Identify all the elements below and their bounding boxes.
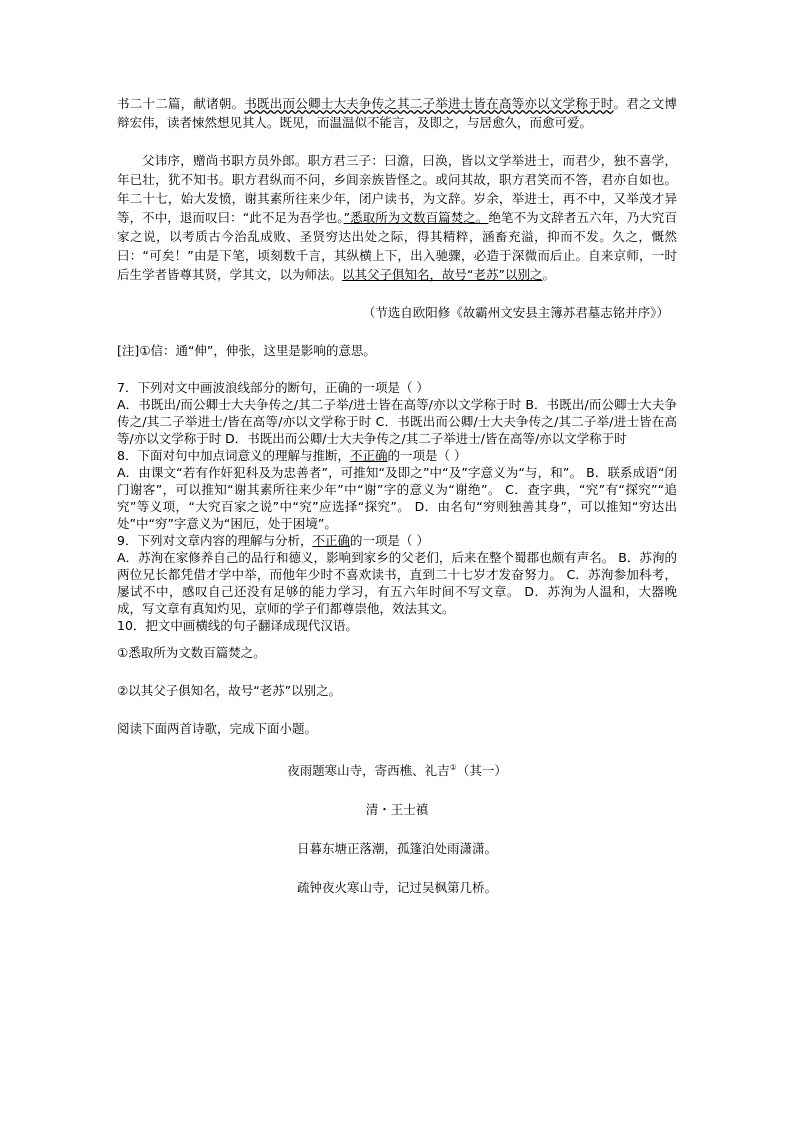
poem-intro: 阅读下面两首诗歌，完成下面小题。: [117, 721, 318, 736]
passage-text: 绝笔不为文辞者五六年，乃大: [488, 210, 652, 225]
question-8: [117, 447, 677, 464]
passage-text: 。: [542, 267, 555, 282]
poem-author: 清・王士禛: [365, 802, 429, 818]
question-7-options: A．书既出/而公卿士大夫争传之/其二子举/进士皆在高等/亦以文学称于时 B．书既出/而公卿士大夫争传之/其二子举进士/皆在高等/亦以文学称于时 C．书既出而公卿/士大夫争传之/其二子举/进士皆在高等/亦以文学称于时 D．书既出而公卿/士大夫争传之/其二子举进士/皆在高等/亦以文学称于时: [117, 397, 677, 446]
passage-paragraph-1: [117, 94, 677, 132]
passage-text: 其素所往来少年，闭户读书，为文辞。岁余，举进士，再不中，又举茂才异等，不中，退而叹曰：“此不足为吾学也。: [117, 191, 677, 225]
poem-line-2: 疏钟夜火寒山寺，记过吴枫第几桥。: [296, 880, 497, 896]
question-text: 8．下面对句中加点词意义的理解与推断，: [117, 448, 350, 463]
question-9: [117, 532, 677, 549]
footnote-marker: ①: [449, 763, 457, 772]
passage-paragraph-2: [117, 151, 677, 284]
poem-title: [117, 758, 677, 780]
poem-line-1: 日暮东塘正落潮，孤篷泊处雨潇潇。: [296, 841, 497, 857]
poem-title-text: 夜雨题寒山寺，寄西樵、礼吉: [287, 763, 450, 779]
poem-title-tail: （其一）: [456, 763, 507, 779]
question-7: 7．下列对文中画波浪线部分的断句，正确的一项是（ ）: [117, 380, 429, 395]
question-10-item-2: ②以其父子俱知名，故号“老苏”以别之。: [117, 683, 342, 698]
passage-text: 。君之文博辩宏伟，读者悚然想见其人。既见，而温温似不能言，: [117, 96, 677, 130]
wavy-underlined-sentence: 书既出而公卿士大夫争传之其二子举进士皆在高等亦以文学称于时: [244, 96, 614, 111]
dotted-word-xie: 谢: [244, 191, 258, 206]
question-8-options: A．由课文“若有作奸犯科及为忠善者”，可推知“及即之”中“及”字意义为“与，和”。 B．联系成语“闭门谢客”，可以推知“谢其素所往来少年”中“谢”字的意义为“谢绝”。 C．查字典，“究”有“探究”“追究”等义项，“大究百家之说”中“究”应选择“探究”。 D．由名句“穷则独善其身”，可以推知“穷达出处”中“穷”字意义为“困厄，处于困境”。: [117, 465, 677, 531]
document-page: [117, 94, 677, 897]
underlined-sentence-1: ”悉取所为文数百篇焚之。: [343, 210, 489, 225]
annotation-note: [注]①信：通“伸”，伸张，这里是影响的意思。: [117, 343, 376, 358]
passage-text: 父讳序，赠尚书职方员外郎。职方君三子：曰澹，曰涣，皆以文学举进士，而君少，独不喜学，年已壮，犹不知书。职方君纵而不问，乡闾亲族皆怪之。或问其故，职方君笑而不答，君亦自如也。年二十七，始大发愤，: [117, 153, 677, 206]
question-10-item-1: ①悉取所为文数百篇焚之。: [117, 645, 266, 660]
question-9-options: A．苏洵在家修养自己的品行和德义，影响到家乡的父老们，后来在整个蜀郡也颇有声名。 B．苏洵的两位兄长都凭借才学中举，而他年少时不喜欢读书，直到二十七岁才发奋努力。 C．苏洵参加科考，屡试不中，感叹自己还没有足够的能力学习，有五六年时间不写文章。 D．苏洵为人温和，大器晚成，写文章有真知灼见，京师的学子们都尊崇他，效法其文。: [117, 550, 677, 616]
dotted-word-ji: 及即之: [417, 115, 455, 130]
dotted-word-jiu: 究: [651, 210, 665, 225]
passage-text: 达出处之际，得其精粹，涵畜充溢，抑而不发。久之，慨然曰：“可矣！”由是下笔，顷刻数千言，其纵横上下，出入驰骤，必造于深微而后止。自来京师，一时后生学者皆尊其贤，学其文，以为师法。: [117, 229, 677, 282]
source-citation: （节选自欧阳修《故霸州文安县主簿苏君墓志铭并序》）: [362, 305, 669, 320]
emphasis-not-correct: 不正确: [349, 448, 388, 463]
passage-text: 书二十二篇，献诸朝。: [117, 96, 245, 111]
question-10: 10．把文中画横线的句子翻译成现代汉语。: [117, 618, 358, 633]
passage-text: ，与居愈久，而愈可爱。: [454, 115, 593, 130]
question-text: 的一项是（ ）: [349, 533, 429, 548]
question-text: 9．下列对文章内容的理解与分析，: [117, 533, 313, 548]
question-text: 的一项是（ ）: [387, 448, 467, 463]
emphasis-not-correct: 不正确: [312, 533, 350, 548]
dotted-word-qiong: 穷: [325, 229, 339, 244]
passage-text: 百家之说，以考质古今治乱成败、圣贤: [117, 210, 677, 244]
underlined-sentence-2: 以其父子俱知名，故号“老苏”以别之: [342, 267, 543, 282]
